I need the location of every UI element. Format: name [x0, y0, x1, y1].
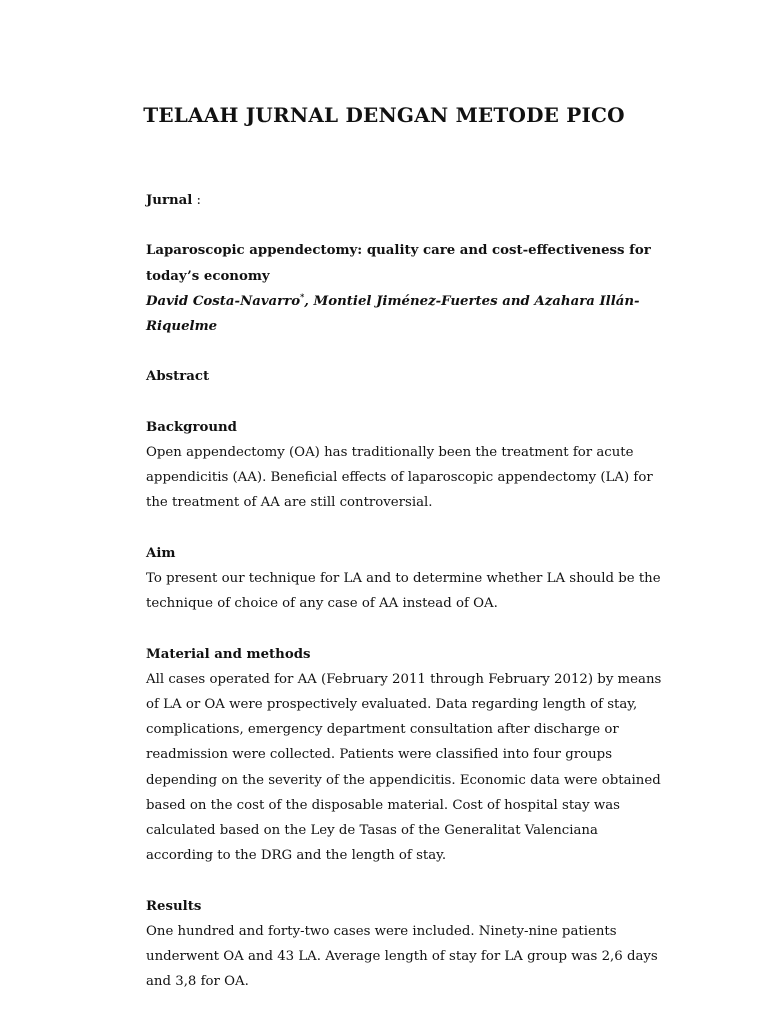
spacer	[146, 213, 666, 238]
background-heading: Background	[146, 419, 237, 435]
spacer	[146, 868, 666, 893]
spacer	[146, 616, 666, 641]
author-first: David Costa-Navarro	[146, 293, 301, 309]
methods-heading: Material and methods	[146, 646, 311, 662]
results-text: One hundred and forty-two cases were included. Ninety-nine patients underwent OA and 43 LA. Average length of stay for LA group was 2,6 days and 3,8 for OA.	[146, 923, 658, 990]
document-title: TELAAH JURNAL DENGAN METODE PICO	[143, 103, 625, 127]
background-text: Open appendectomy (OA) has traditionally been the treatment for acute appendicitis (AA). Beneficial effects of laparoscopic appendectomy (LA) for the treatment of AA are still controversial.	[146, 444, 653, 511]
journal-label-line	[146, 188, 666, 213]
author-list	[146, 289, 666, 339]
journal-label: Jurnal	[146, 193, 193, 208]
methods-text: All cases operated for AA (February 2011 through February 2012) by means of LA or OA were prospectively evaluated. Data regarding length of stay, complications, emergency department consultation after discharge or readmission were collected. Patients were classified into four groups depending on the severity of the appendicitis. Economic data were obtained based on the cost of the disposable material. Cost of hospital stay was calculated based on the Ley de Tasas of the Generalitat Valenciana according to the DRG and the length of stay.	[146, 671, 662, 864]
document-body	[146, 188, 666, 994]
journal-colon: :	[192, 193, 202, 208]
author-rest: , Montiel Jiménez-Fuertes and Azahara Illán-Riquelme	[146, 293, 640, 334]
spacer	[146, 516, 666, 541]
results-heading: Results	[146, 898, 202, 914]
aim-text: To present our technique for LA and to determine whether LA should be the technique of choice of any case of AA instead of OA.	[146, 570, 661, 612]
abstract-heading: Abstract	[146, 369, 210, 385]
article-title: Laparoscopic appendectomy: quality care and cost-effectiveness for today’s economy	[146, 243, 651, 284]
spacer	[146, 339, 666, 364]
spacer	[146, 390, 666, 415]
aim-heading: Aim	[146, 545, 176, 561]
author-mark: *	[300, 291, 305, 302]
